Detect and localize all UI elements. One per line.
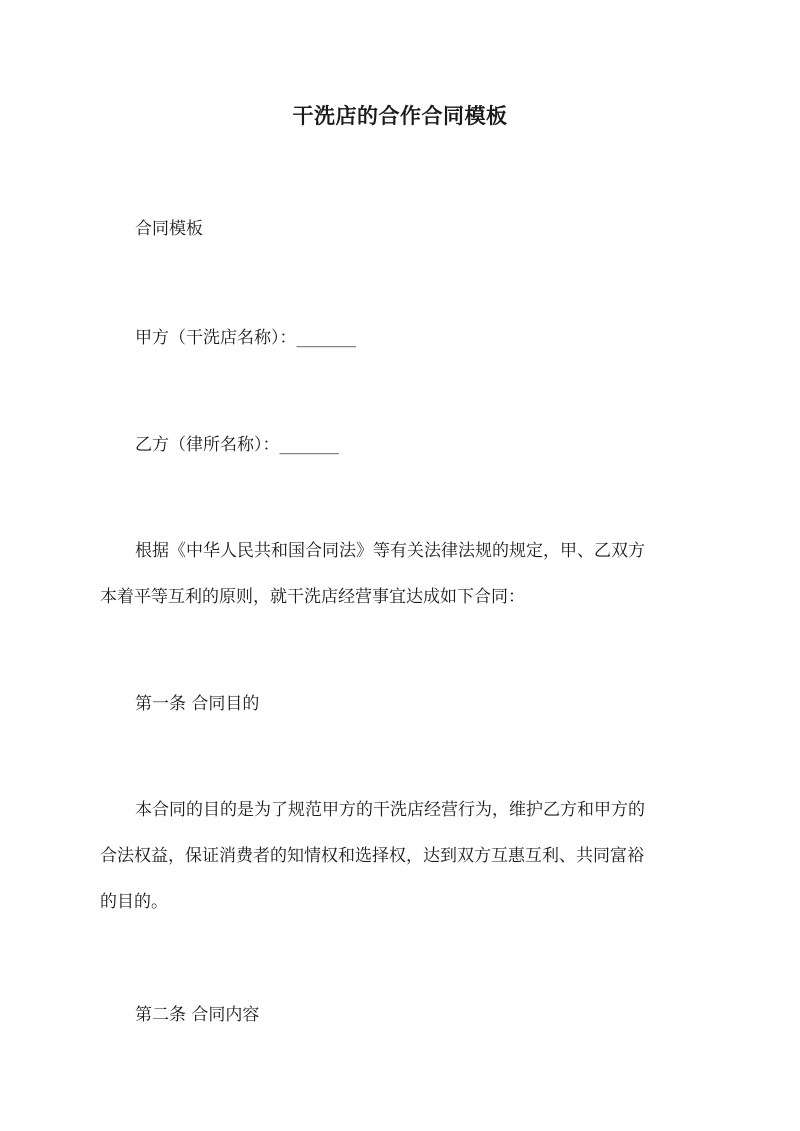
preamble-paragraph xyxy=(100,535,700,614)
party-b-label: 乙方（律所名称）： xyxy=(135,435,280,455)
article-1-line: 合法权益，保证消费者的知情权和选择权，达到双方互惠互利、共同富裕 xyxy=(100,846,644,866)
party-b-line xyxy=(135,429,715,462)
document-title: 干洗店的合作合同模板 xyxy=(292,103,508,128)
article-2-heading: 第二条 合同内容 xyxy=(135,1005,260,1025)
party-b-blank: _______ xyxy=(279,435,339,455)
contract-heading: 合同模板 xyxy=(135,219,203,239)
party-a-blank: _______ xyxy=(296,328,356,348)
party-a-label: 甲方（干洗店名称）： xyxy=(135,328,297,348)
preamble-line: 本着平等互利的原则，就干洗店经营事宜达成如下合同： xyxy=(100,587,525,607)
article-1-heading: 第一条 合同目的 xyxy=(135,694,260,714)
party-a-line xyxy=(135,322,715,355)
article-1-paragraph xyxy=(100,794,700,919)
preamble-line: 根据《中华人民共和国合同法》等有关法律法规的规定，甲、乙双方 xyxy=(135,541,645,561)
article-1-line: 的目的。 xyxy=(100,892,168,912)
article-1-line: 本合同的目的是为了规范甲方的干洗店经营行为，维护乙方和甲方的 xyxy=(135,800,645,820)
